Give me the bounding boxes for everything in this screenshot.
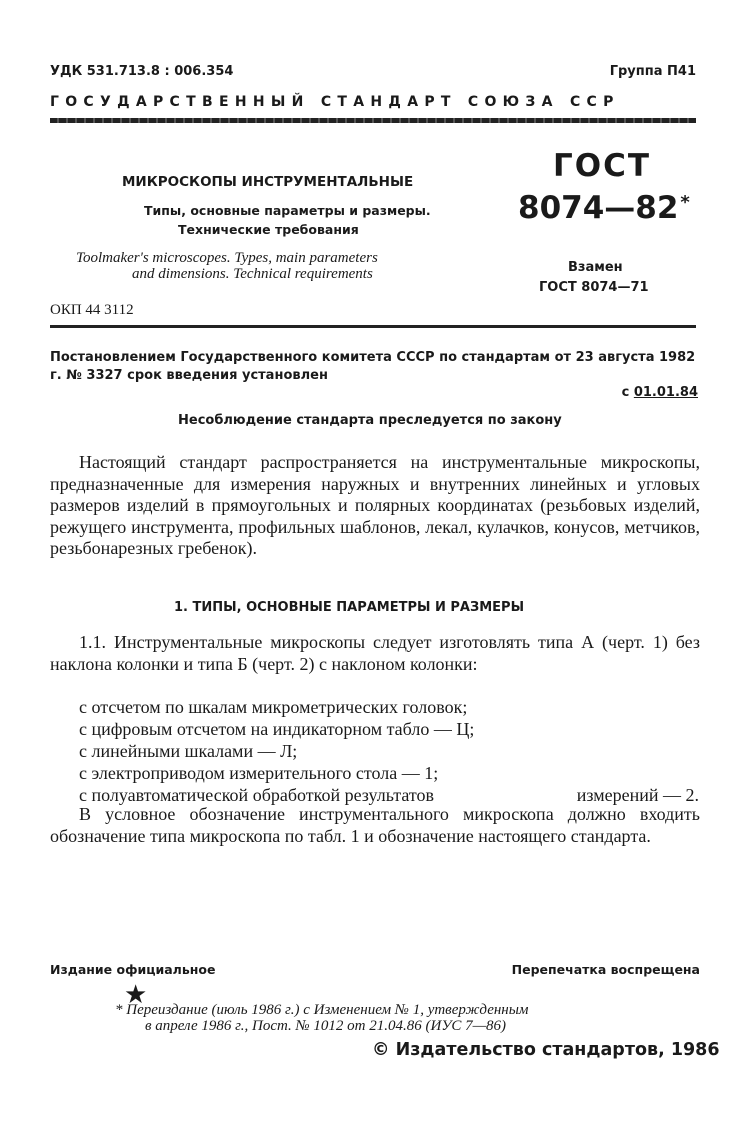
standard-subtitle-line-1: Типы, основные параметры и размеры.	[144, 203, 431, 218]
decree-text: Постановлением Государственного комитета СССР по стандартам от 23 августа 1982 г. № 3327 срок введения установлен	[50, 350, 696, 383]
star-icon: ★	[124, 980, 148, 1009]
english-title-line-2: and dimensions. Technical requirements	[132, 266, 373, 282]
effective-date	[622, 385, 698, 400]
list-item: с электроприводом измерительного стола — 1;	[79, 763, 439, 783]
designation-paragraph: В условное обозначение инструментального микроскопа должно входить обозначение типа микроскопа по табл. 1 и обозначение настоящего стандарта.	[50, 804, 700, 846]
list-item-end: измерений — 2.	[576, 785, 699, 805]
gost-number	[518, 190, 690, 226]
effective-date-value: 01.01.84	[633, 385, 698, 400]
english-title-line-1: Toolmaker's microscopes. Types, main parameters	[76, 250, 378, 266]
gost-asterisk: *	[680, 192, 690, 213]
list-item: с линейными шкалами — Л;	[79, 741, 298, 761]
list-item-start: с полуавтоматической обработкой результатов	[79, 785, 434, 805]
effective-prefix: с	[621, 385, 634, 400]
list-item: с цифровым отсчетом на индикаторном табло — Ц;	[79, 719, 475, 739]
standard-subtitle-line-2: Технические требования	[178, 222, 359, 237]
reprint-notice: Перепечатка воспрещена	[511, 962, 700, 977]
clause-1-1: 1.1. Инструментальные микроскопы следует изготовлять типа А (черт. 1) без наклона колонки и типа Б (черт. 2) с наклоном колонки:	[50, 632, 700, 674]
list-item	[79, 785, 699, 806]
gost-label: ГОСТ	[553, 148, 652, 184]
copyright: © Издательство стандартов, 1986	[372, 1040, 720, 1060]
reissue-note-line-2: в апреле 1986 г., Пост. № 1012 от 21.04.86 (ИУС 7—86)	[145, 1018, 507, 1034]
group-code: Группа П41	[609, 64, 696, 79]
title-block-rule	[50, 325, 696, 328]
header-rule	[50, 118, 696, 123]
list-item: с отсчетом по шкалам микрометрических головок;	[79, 697, 468, 717]
udk-code: УДК 531.713.8 : 006.354	[50, 64, 234, 79]
intro-paragraph: Настоящий стандарт распространяется на инструментальные микроскопы, предназначенные для измерения наружных и внутренних линейных и угловых размеров изделий в прямоугольных и полярных координатах (резьбовых изделий, режущего инструмента, профильных шаблонов, лекал, кулачков, конусов, метчиков, резьбонарезных гребенок).	[50, 452, 700, 558]
replaces-value: ГОСТ 8074—71	[539, 280, 649, 295]
reissue-note-line-1: * Переиздание (июль 1986 г.) с Изменением № 1, утвержденным	[115, 1002, 529, 1018]
standard-title: МИКРОСКОПЫ ИНСТРУМЕНТАЛЬНЫЕ	[122, 174, 414, 190]
replaces-label: Взамен	[568, 260, 623, 275]
okp-code: ОКП 44 3112	[50, 302, 134, 318]
state-standard-header: ГОСУДАРСТВЕННЫЙ СТАНДАРТ СОЮЗА ССР	[50, 94, 620, 110]
official-edition: Издание официальное	[50, 962, 216, 977]
gost-number-value: 8074—82	[518, 190, 679, 226]
section-title: 1. ТИПЫ, ОСНОВНЫЕ ПАРАМЕТРЫ И РАЗМЕРЫ	[174, 600, 525, 615]
law-notice: Несоблюдение стандарта преследуется по закону	[178, 413, 562, 428]
